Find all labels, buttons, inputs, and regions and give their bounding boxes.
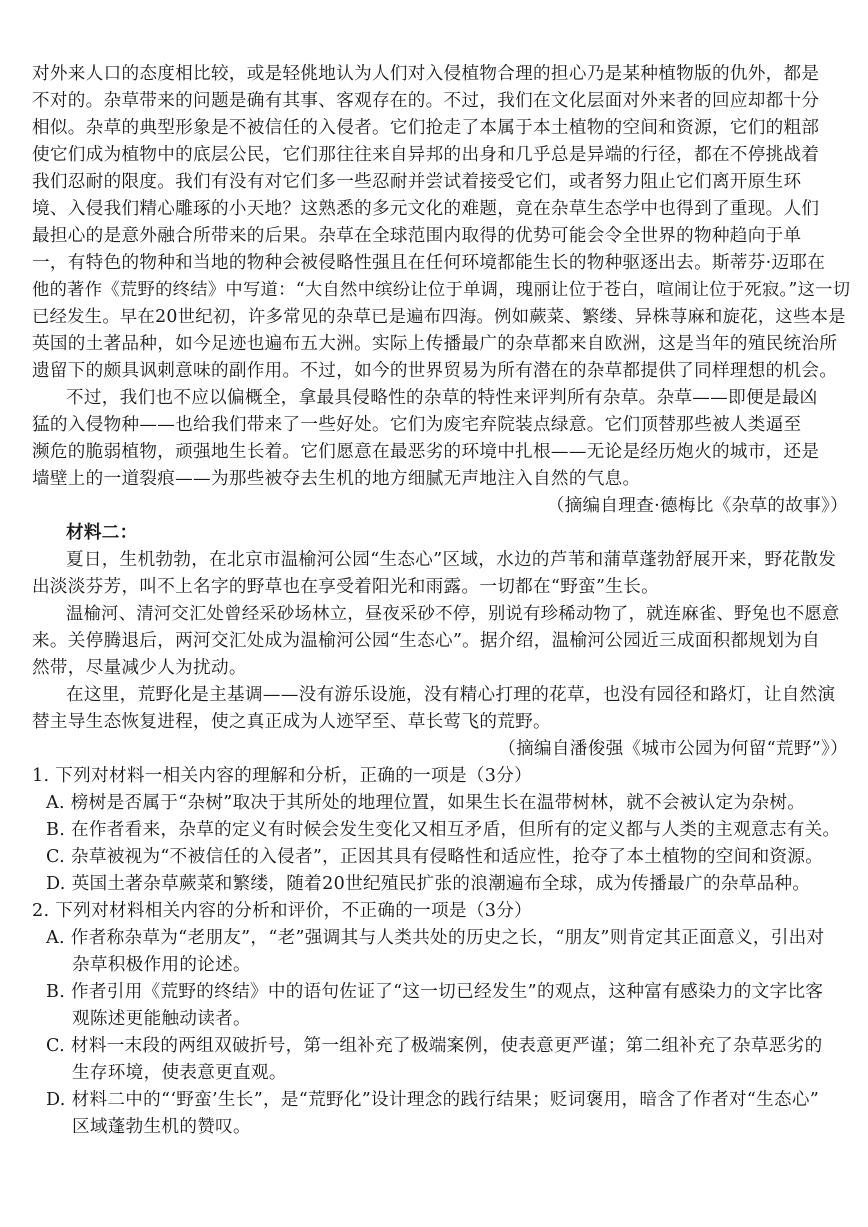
text-line: 英国的土著品种，如今足迹也遍布五大洲。实际上传播最广的杂草都来自欧洲，这是当年的殖民统治所 xyxy=(32,334,838,354)
text-line: 濒危的脆弱植物，顽强地生长着。它们愿意在最恶劣的环境中扎根——无论是经历炮火的城市，还是 xyxy=(32,442,820,462)
option-a[interactable]: A. 作者称杂草为“老朋友”，“老”强调其与人类共处的历史之长，“朋友”则肯定其正面意义，引出对 xyxy=(46,928,825,948)
text-line: 猛的入侵物种——也给我们带来了一些好处。它们为废宅弃院装点绿意。它们顶替那些被人类逼至 xyxy=(32,415,802,435)
text-line: 然带，尽量减少人为扰动。 xyxy=(32,658,247,678)
text-line: 不对的。杂草带来的问题是确有其事、客观存在的。不过，我们在文化层面对外来者的回应却都十分 xyxy=(32,91,820,111)
option-a-cont: 杂草积极作用的论述。 xyxy=(72,955,251,975)
text-line: 替主导生态恢复进程，使之真正成为人迹罕至、草长莺飞的荒野。 xyxy=(32,712,551,732)
text-line: 墙壁上的一道裂痕——为那些被夺去生机的地方细腻无声地注入自然的气息。 xyxy=(32,469,641,489)
text-line: 相似。杂草的典型形象是不被信任的入侵者。它们抢走了本属于本土植物的空间和资源，它们的粗部 xyxy=(32,118,820,138)
question-stem: 2. 下列对材料相关内容的分析和评价，不正确的一项是（3分） xyxy=(32,901,533,921)
source-citation: （摘编自潘俊强《城市公园为何留“荒野”》） xyxy=(498,739,848,759)
text-line: 我们忍耐的限度。我们有没有对它们多一些忍耐并尝试着接受它们，或者努力阻止它们离开原生环 xyxy=(32,172,802,192)
option-c[interactable]: C. 材料一末段的两组双破折号，第一组补充了极端案例，使表意更严谨；第二组补充了杂草恶劣的 xyxy=(46,1036,823,1056)
option-b[interactable]: B. 作者引用《荒野的终结》中的语句佐证了“这一切已经发生”的观点，这种富有感染力的文字比客 xyxy=(46,982,824,1002)
text-line: 温榆河、清河交汇处曾经采砂场林立，昼夜采砂不停，别说有珍稀动物了，就连麻雀、野兔也不愿意 xyxy=(66,604,840,624)
option-b[interactable]: B. 在作者看来，杂草的定义有时候会发生变化又相互矛盾，但所有的定义都与人类的主观意志有关。 xyxy=(46,820,841,840)
question-stem: 1. 下列对材料一相关内容的理解和分析，正确的一项是（3分） xyxy=(32,766,533,786)
option-c-cont: 生存环境，使表意更直观。 xyxy=(72,1063,287,1083)
text-line: 出淡淡芬芳，叫不上名字的野草也在享受着阳光和雨露。一切都在“野蛮”生长。 xyxy=(32,577,659,597)
text-line: 他的著作《荒野的终结》中写道：“大自然中缤纷让位于单调，瑰丽让位于苍白，喧闹让位于死寂。”这一切 xyxy=(32,280,851,300)
text-line: 不过，我们也不应以偏概全，拿最具侵略性的杂草的特性来评判所有杂草。杂草——即便是最凶 xyxy=(66,388,818,408)
option-c[interactable]: C. 杂草被视为“不被信任的入侵者”，正因其具有侵略性和适应性，抢夺了本土植物的空间和资源。 xyxy=(46,847,824,867)
text-line: 来。关停腾退后，两河交汇处成为温榆河公园“生态心”。据介绍，温榆河公园近三成面积都规划为自 xyxy=(32,631,821,651)
option-b-cont: 观陈述更能触动读者。 xyxy=(72,1009,251,1029)
option-a[interactable]: A. 榜树是否属于“杂树”取决于其所处的地理位置，如果生长在温带树林，就不会被认定为杂树。 xyxy=(46,793,806,813)
option-d[interactable]: D. 材料二中的“‘野蛮’生长”，是“荒野化”设计理念的践行结果；贬词褒用，暗含了作者对“生态心” xyxy=(46,1090,820,1110)
text-line: 已经发生。早在20世纪初，许多常见的杂草已是遍布四海。例如蕨菜、繁缕、异株荨麻和旋花，这些本是 xyxy=(32,307,846,327)
text-line: 境、入侵我们精心雕琢的小天地？这熟悉的多元文化的难题，竟在杂草生态学中也得到了重现。人们 xyxy=(32,199,820,219)
section-heading: 材料二： xyxy=(66,522,138,543)
text-line: 对外来人口的态度相比较，或是轻佻地认为人们对入侵植物合理的担心乃是某种植物版的仇外，都是 xyxy=(32,64,820,84)
text-line: 一，有特色的物种和当地的物种会被侵略性强且在任何环境都能生长的物种驱逐出去。斯蒂芬·迈耶在 xyxy=(32,253,826,273)
source-citation: （摘编自理查·德梅比《杂草的故事》） xyxy=(546,496,848,516)
option-d-cont: 区域蓬勃生机的赞叹。 xyxy=(72,1117,251,1137)
option-d[interactable]: D. 英国土著杂草蕨菜和繁缕，随着20世纪殖民扩张的浪潮遍布全球，成为传播最广的杂草品种。 xyxy=(46,874,811,894)
text-line: 最担心的是意外融合所带来的后果。杂草在全球范围内取得的优势可能会令全世界的物种趋向于单 xyxy=(32,226,802,246)
text-line: 夏日，生机勃勃，在北京市温榆河公园“生态心”区域，水边的芦苇和蒲草蓬勃舒展开来，野花散发 xyxy=(66,550,837,570)
text-line: 在这里，荒野化是主基调——没有游乐设施，没有精心打理的花草，也没有园径和路灯，让自然演 xyxy=(66,685,836,705)
text-line: 遗留下的颇具讽刺意味的副作用。不过，如今的世界贸易为所有潜在的杂草都提供了同样理想的机会。 xyxy=(32,361,838,381)
text-line: 使它们成为植物中的底层公民，它们那往往来自异邦的出身和几乎总是异端的行径，都在不停挑战着 xyxy=(32,145,820,165)
